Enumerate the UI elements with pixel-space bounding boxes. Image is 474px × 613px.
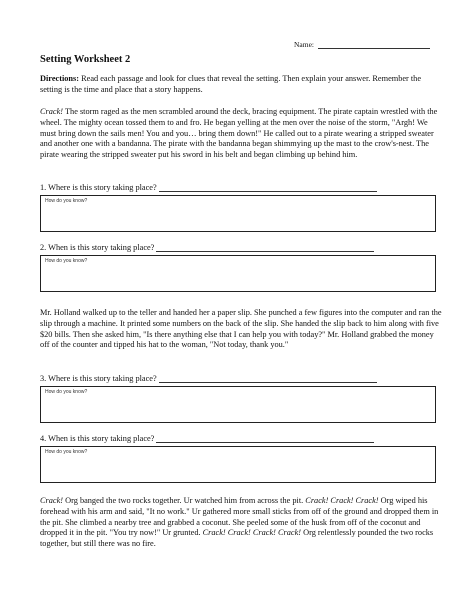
question-1-answer-line[interactable] [159, 183, 377, 192]
name-field[interactable] [294, 40, 430, 49]
question-1-hint: How do you know? [45, 198, 88, 204]
question-1-label: 1. Where is this story taking place? [40, 183, 157, 192]
question-4-hint: How do you know? [45, 449, 88, 455]
passage-3-text-1: Org banged the two rocks together. Ur watched him from across the pit. [65, 496, 304, 505]
directions [40, 74, 442, 96]
question-2 [40, 243, 374, 252]
passage-1 [40, 107, 442, 161]
passage-2 [40, 308, 442, 351]
question-3 [40, 374, 377, 383]
question-2-label: 2. When is this story taking place? [40, 243, 155, 252]
question-3-explanation-box[interactable] [40, 386, 436, 423]
passage-1-text: The storm raged as the men scrambled around the deck, bracing equipment. The pirate captain wrestled with the wheel. The mighty ocean tossed them to and fro. He began yelling at the men over the noise of the storm, "Argh! We must bring down the sails men! You and you… bring them down!" He called out to a pirate wearing a stripped sweater and another one with a bandanna. The pirate with the bandanna began shimmying up the mast to the crow's-nest. The pirate wearing the stripped sweater put his sword in his belt and began climbing up behind him. [40, 107, 438, 160]
question-2-answer-line[interactable] [156, 243, 374, 252]
question-4-explanation-box[interactable] [40, 446, 436, 483]
passage-3 [40, 496, 442, 550]
passage-3-crack-4: Crack! Crack! Crack! Crack! [202, 528, 302, 538]
question-2-hint: How do you know? [45, 258, 88, 264]
passage-3-crack-3: Crack! Crack! Crack! [305, 496, 379, 505]
question-3-answer-line[interactable] [159, 374, 377, 383]
question-3-label: 3. Where is this story taking place? [40, 374, 157, 383]
directions-text: Read each passage and look for clues that reveal the setting. Then explain your answer. Remember the setting is the time and place that a story happens. [40, 74, 422, 94]
question-4 [40, 434, 374, 443]
name-label: Name: [294, 40, 314, 49]
question-2-explanation-box[interactable] [40, 255, 436, 292]
name-write-line[interactable] [318, 40, 430, 49]
passage-2-text: Mr. Holland walked up to the teller and handed her a paper slip. She punched a few figures into the computer and ran the slip through a machine. It printed some numbers on the back of the slip. She handed the slip back to him along with five $20 bills. Then she asked him, "Is there anything else that I can help you with today?" Mr. Holland grabbed the money off of the counter and tipped his hat to the woman, "Not today, thank you." [40, 308, 442, 350]
passage-3-text-3: Org relentlessly pounded the two rocks together, but still there was no fire. [40, 528, 434, 549]
directions-label: Directions: [40, 74, 80, 83]
passage-3-text-2: Org wiped his forehead with his arm and said, "It no work." Ur gathered more small sticks from off of the ground and dropped them in the pit. She climbed a nearby tree and grabbed a coconut. She peeled some of the husk from off of the coconut and dropped it in the pit. "You try now!" Ur grunted. [40, 496, 439, 538]
question-1 [40, 183, 377, 192]
question-4-answer-line[interactable] [156, 434, 374, 443]
passage-1-lead: Crack! [40, 107, 64, 116]
question-3-hint: How do you know? [45, 389, 88, 395]
page-title: Setting Worksheet 2 [40, 54, 131, 65]
question-4-label: 4. When is this story taking place? [40, 434, 155, 443]
question-1-explanation-box[interactable] [40, 195, 436, 232]
passage-3-lead: Crack! [40, 496, 64, 505]
